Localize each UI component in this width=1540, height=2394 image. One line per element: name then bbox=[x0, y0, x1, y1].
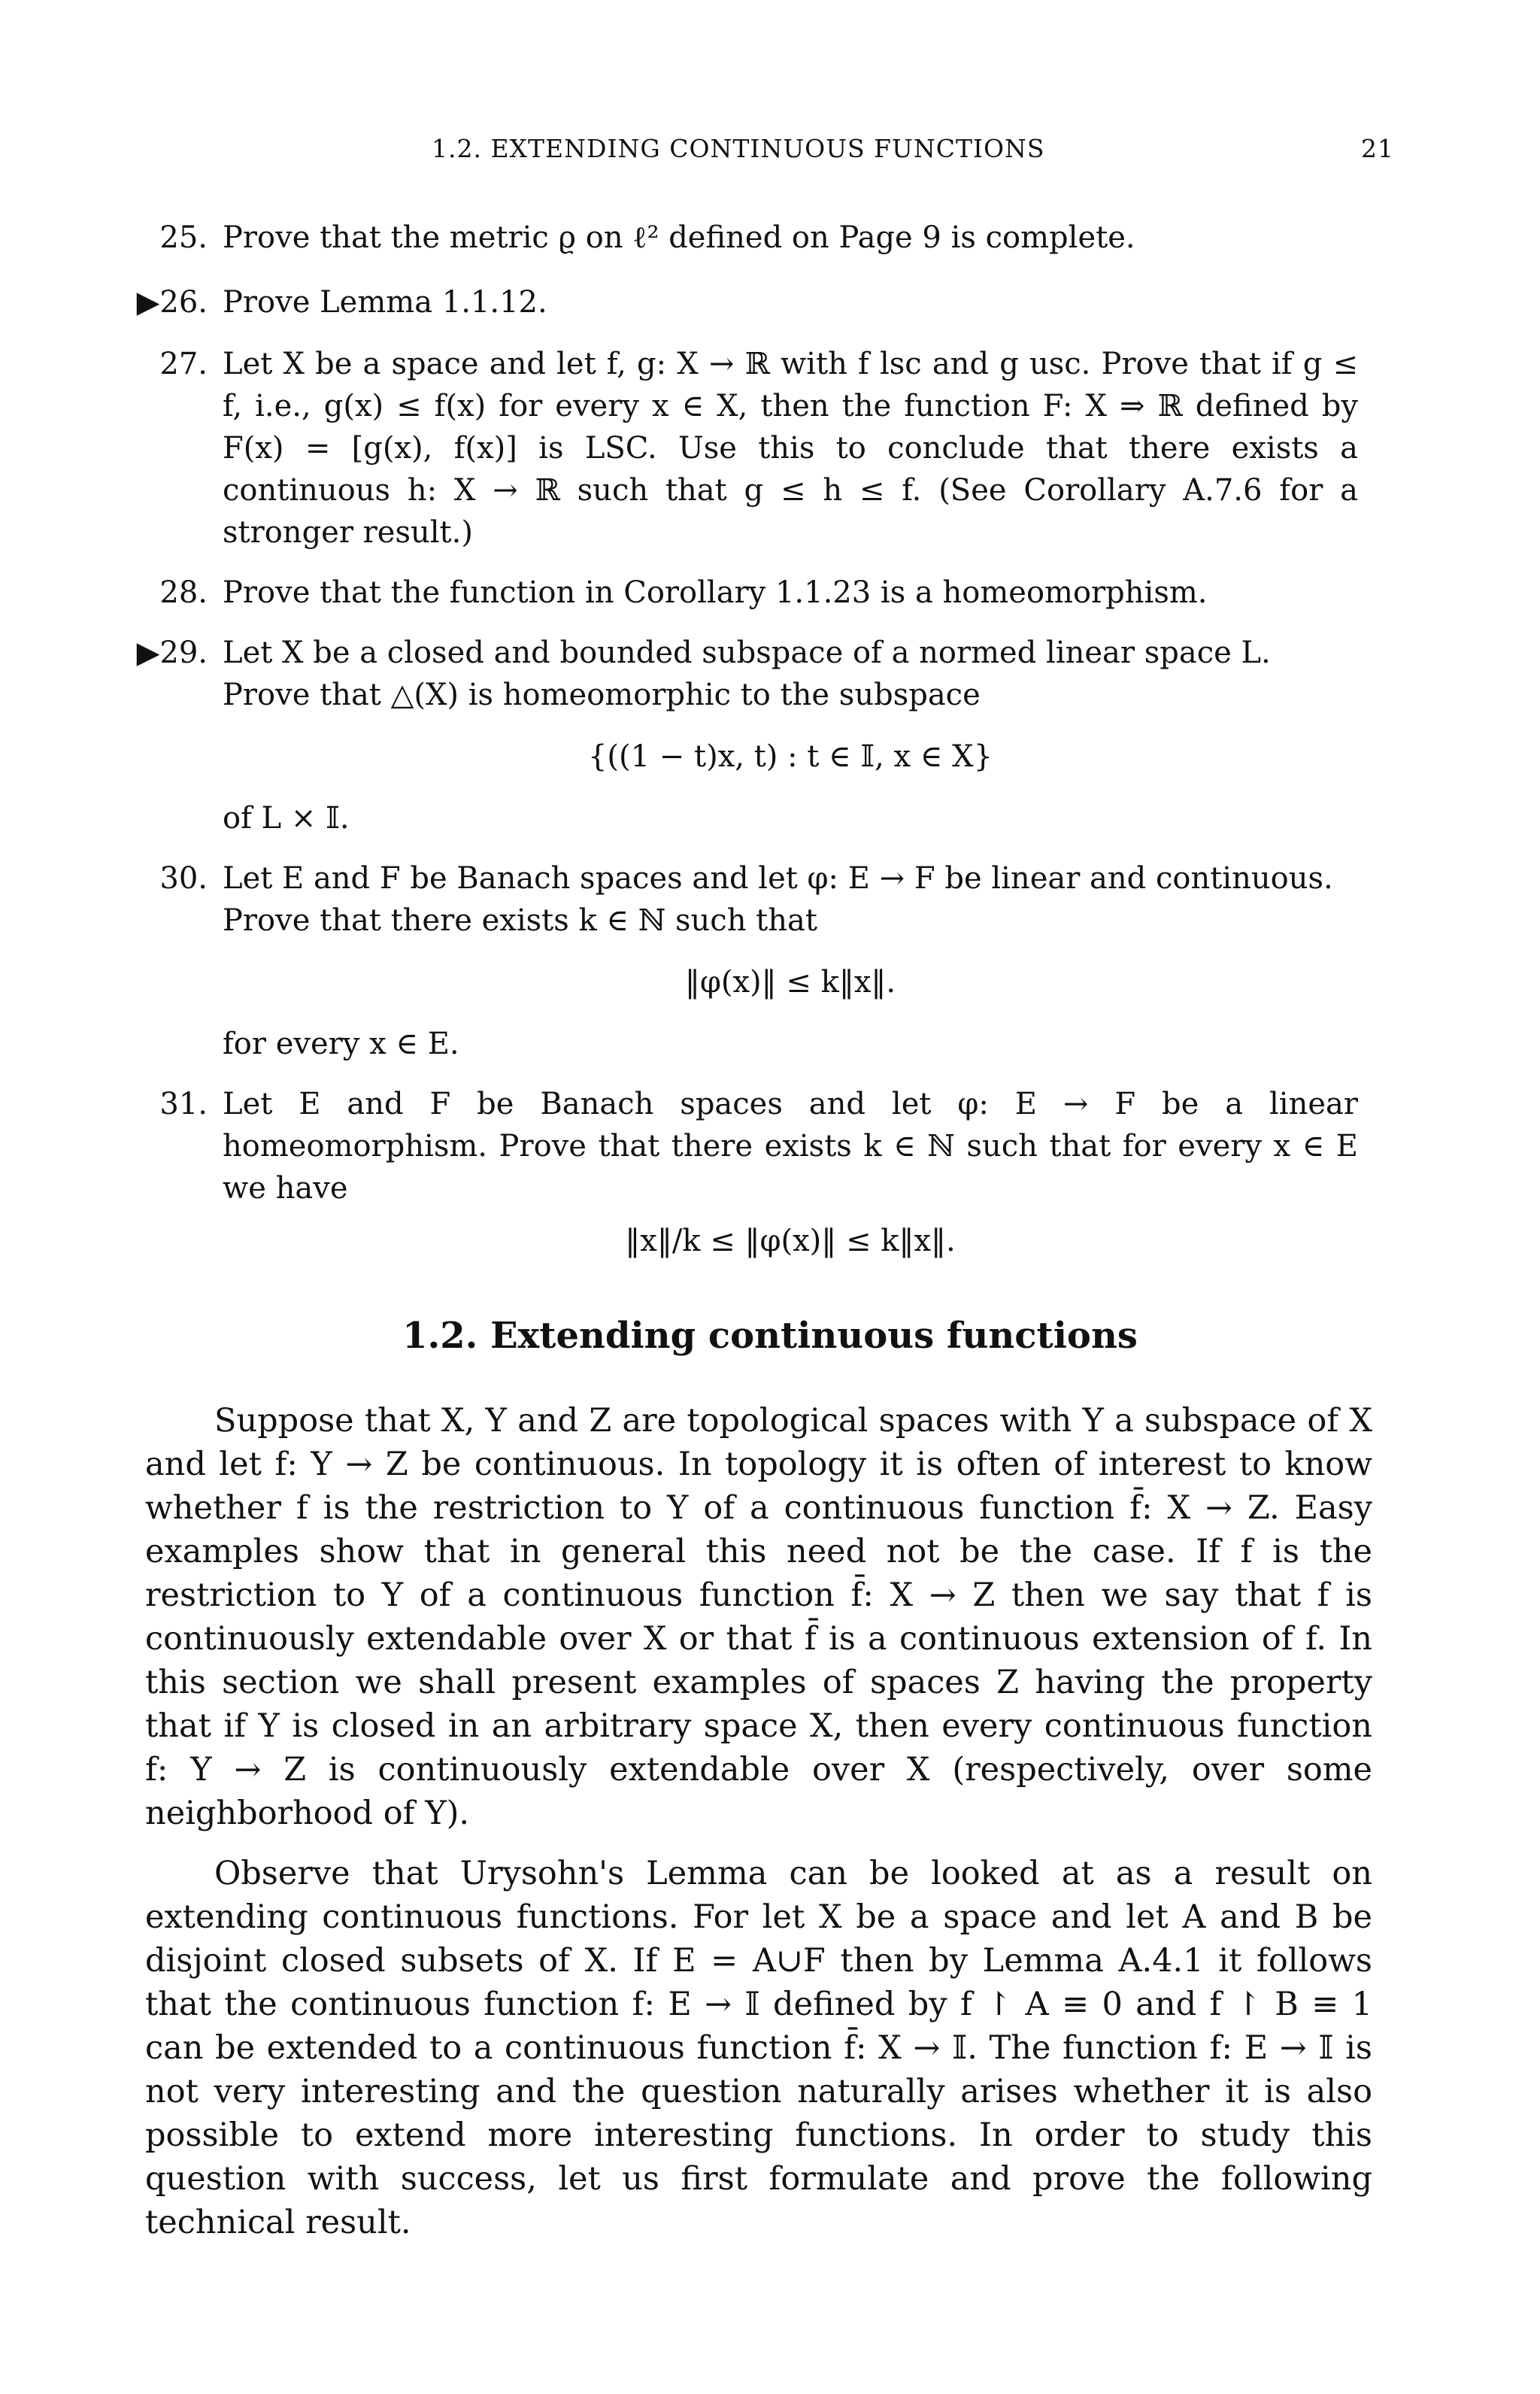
exercise-number: 30. bbox=[159, 861, 208, 896]
exercise-28 bbox=[159, 572, 1358, 614]
display-formula: {((1 − t)x, t) : t ∈ 𝕀, x ∈ X} bbox=[587, 739, 993, 774]
page-number: 21 bbox=[1361, 134, 1394, 163]
exercise-25 bbox=[159, 217, 1358, 259]
exercise-text: Let X be a closed and bounded subspace of a normed linear space L. Prove that △(X) is homeomorphic to the subspace bbox=[223, 636, 1271, 712]
exercise-number: ▶29. bbox=[136, 636, 208, 670]
exercise-text-continued: for every x ∈ E. bbox=[223, 1027, 459, 1061]
exercise-27 bbox=[159, 343, 1358, 554]
exercise-text: Let E and F be Banach spaces and let φ: E → F be a linear homeomorphism. Prove that there exists k ∈ ℕ such that for every x ∈ E we have bbox=[223, 1087, 1358, 1206]
display-formula: ‖φ(x)‖ ≤ k‖x‖. bbox=[684, 965, 896, 1000]
exercise-text: Let E and F be Banach spaces and let φ: E → F be linear and continuous. Prove that there exists k ∈ ℕ such that bbox=[223, 861, 1333, 938]
exercise-31 bbox=[159, 1083, 1358, 1274]
exercise-number: 25. bbox=[159, 220, 208, 255]
exercise-30 bbox=[159, 857, 1358, 1065]
exercise-text: Prove that the metric ϱ on ℓ² defined on Page 9 is complete. bbox=[223, 220, 1135, 255]
running-header bbox=[432, 134, 1394, 163]
exercise-number: ▶26. bbox=[136, 285, 208, 320]
body-paragraph: Suppose that X, Y and Z are topological spaces with Y a subspace of X and let f: Y → Z be continuous. In topology it is often of interest to know whether f is the restriction to Y of a continuous function f̄: X → Z. Easy examples show that in general this need not be the case. If f is the restriction to Y of a continuous function f̄: X → Z then we say that f is continuously extendable over X or that f̄ is a continuous extension of f. In this section we shall present examples of spaces Z having the property that if Y is closed in an arbitrary space X, then every continuous function f: Y → Z is continuously extendable over X (respectively, over some neighborhood of Y). bbox=[145, 1402, 1372, 1832]
exercise-number: 27. bbox=[159, 347, 208, 381]
exercise-29 bbox=[136, 632, 1358, 839]
body-paragraph: Observe that Urysohn's Lemma can be looked at as a result on extending continuous functions. For let X be a space and let A and B be disjoint closed subsets of X. If E = A∪F then by Lemma A.4.1 it follows that the continuous function f: E → 𝕀 defined by f ↾ A ≡ 0 and f ↾ B ≡ 1 can be extended to a continuous function f̄: X → 𝕀. The function f: E → 𝕀 is not very interesting and the question naturally arises whether it is also possible to extend more interesting functions. In order to study this question with success, let us first formulate and prove the following technical result. bbox=[145, 1855, 1372, 2241]
exercise-text: Prove that the function in Corollary 1.1.23 is a homeomorphism. bbox=[223, 575, 1208, 610]
exercise-number: 31. bbox=[159, 1087, 208, 1121]
exercise-number: 28. bbox=[159, 575, 208, 610]
exercise-text: Prove Lemma 1.1.12. bbox=[223, 285, 547, 320]
running-title: 1.2. EXTENDING CONTINUOUS FUNCTIONS bbox=[432, 134, 1045, 163]
exercise-text-continued: of L × 𝕀. bbox=[223, 801, 350, 836]
section-body bbox=[145, 1399, 1372, 2244]
exercise-26 bbox=[136, 281, 1358, 323]
display-formula: ‖x‖/k ≤ ‖φ(x)‖ ≤ k‖x‖. bbox=[625, 1224, 956, 1258]
exercise-text: Let X be a space and let f, g: X → ℝ with f lsc and g usc. Prove that if g ≤ f, i.e., g(x) ≤ f(x) for every x ∈ X, then the function F: X ⇒ ℝ defined by F(x) = [g(x), f(x)] is LSC. Use this to conclude that there exists a continuous h: X → ℝ such that g ≤ h ≤ f. (See Corollary A.7.6 for a stronger result.) bbox=[223, 347, 1358, 550]
section-heading: 1.2. Extending continuous functions bbox=[402, 1315, 1138, 1357]
